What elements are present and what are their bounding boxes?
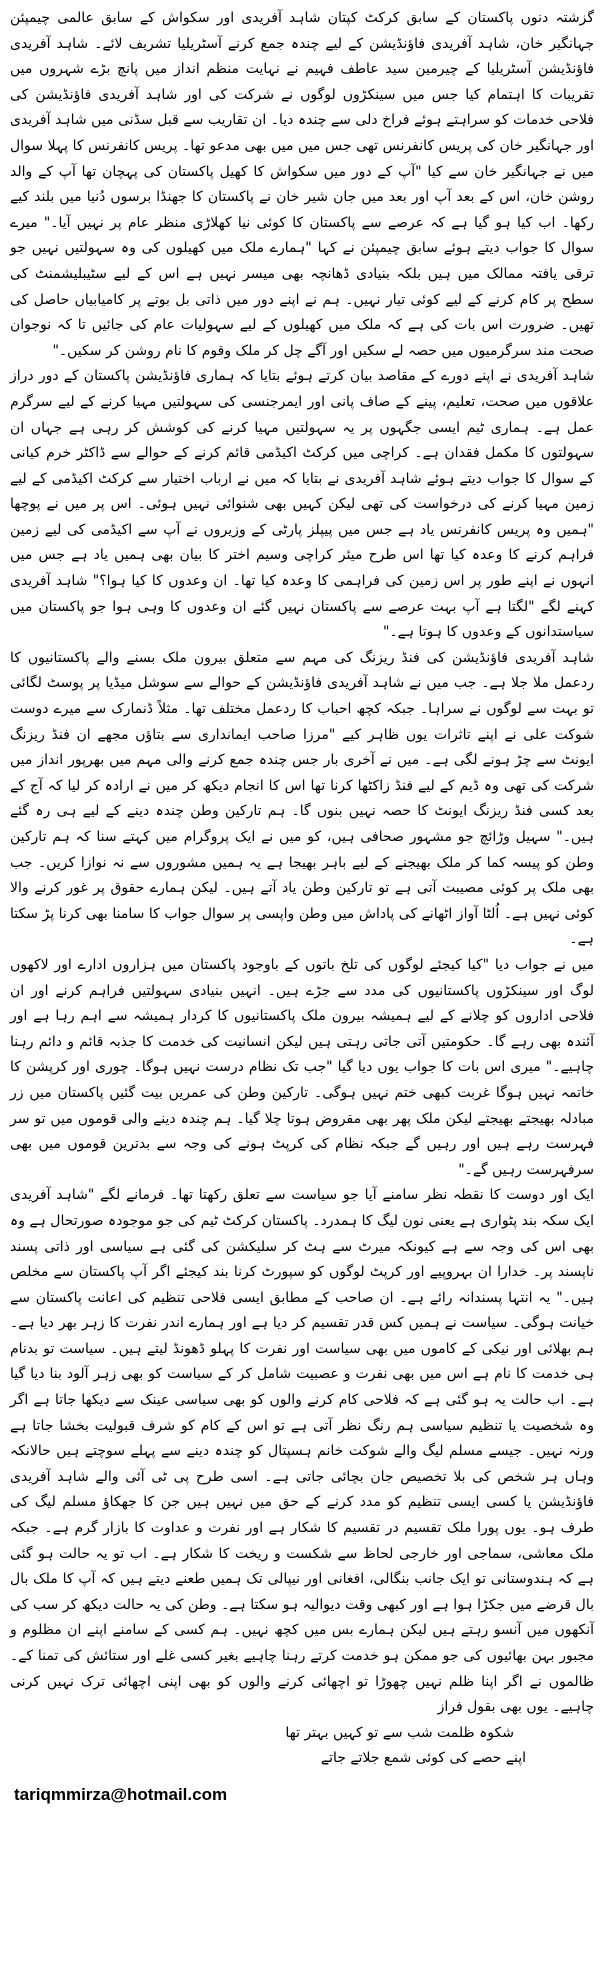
- article-paragraph: شاہد آفریدی فاؤنڈیشن کی فنڈ ریزنگ کی مہم سے متعلق بیرون ملک بسنے والے پاکستانیوں کا ردعمل ملا جلا ہے۔ جب میں نے شاہد آفریدی فاؤنڈیشن کے حوالے سے سوشل میڈیا پر پوسٹ لگائی تو بہت سے لوگوں نے سراہا۔ جبکہ کچھ احباب کا ردعمل مختلف تھا۔ مثلاً ڈنمارک سے میرے دوست شوکت علی نے اپنے تاثرات یوں ظاہر کیے "مرزا صاحب ایمانداری سے بتاؤں مجھے ان فنڈ ریزنگ ایونٹ سے چڑ ہونے لگی ہے۔ میں نے آخری بار جس چندہ جمع کرنے والی مہم میں بھرپور انداز میں شرکت کی تھی وہ ڈیم کے لیے فنڈ زاکٹھا کرنا تھا اس کا انجام دیکھ کر میں نے ارادہ کر لیا کہ آج کے بعد کسی فنڈ ریزنگ ایونٹ کا حصہ نہیں بنوں گا۔ ہم تارکین وطن چندہ دینے کے لیے ہی رہ گئے ہیں۔" سہیل وڑائچ جو مشہور صحافی ہیں، کو میں نے ایک پروگرام میں کہتے سنا کہ ہم تارکین وطن کو پیسہ کما کر ملک بھیجنے کے لیے باہر بھیجا ہے یہ ہمیں مشوروں سے نہ نوازا کریں۔ جب بھی ملک پر کوئی مصیبت آتی ہے تو تارکین وطن یاد آتے ہیں۔ لیکن ہمارے حقوق پر غور کرنے والا کوئی نہیں ہے۔ اُلٹا آواز اٹھانے کی پاداش میں وطن واپسی پر سوال جواب کا سامنا بھی کرنا پڑ سکتا ہے۔: [10, 649, 594, 948]
- poem-line: شکوہ ظلمت شب سے تو کہیں بہتر تھا: [285, 1724, 514, 1741]
- article-paragraph: گزشتہ دنوں پاکستان کے سابق کرکٹ کپتان شاہد آفریدی اور سکواش کے سابق عالمی چیمپئن جہانگیر خان، شاہد آفریدی فاؤنڈیشن کے لیے چندہ جمع کرنے آسٹریلیا تشریف لائے۔ شاہد آفریدی فاؤنڈیشن آسٹریلیا کے چیرمین سید عاطف فہیم نے نہایت منظم انداز میں پانچ بڑے شہروں میں تقریبات کا اہتمام کیا جس میں سینکڑوں لوگوں نے شرکت کی اور شاہد آفریدی فاؤنڈیشن کی فلاحی خدمات کو سراہتے ہوئے فراخ دلی سے چندہ دیا۔ ان تقاریب سے قبل سڈنی میں شاہد آفریدی اور جہانگیر خان کی پریس کانفرنس تھی جس میں میں بھی مدعو تھا۔ پریس کانفرنس کا پہلا سوال میں نے جہانگیر خان سے کیا "آپ کے دور میں سکواش کا کھیل پاکستان کی پہچان تھا آپ کے والد روشن خان، اس کے بعد آپ اور بعد میں جان شیر خان نے پاکستان کا جھنڈا برسوں دُنیا میں بلند کیے رکھا۔ اب کیا ہو گیا ہے کہ عرصے سے پاکستان کا کوئی نیا کھلاڑی منظر عام پر نہیں آیا۔" میرے سوال کا جواب دیتے ہوئے سابق چیمپئن نے کہا "ہمارے ملک میں کھیلوں کی وہ سہولتیں نہیں جو ترقی یافتہ ممالک میں ہیں بلکہ بنیادی ڈھانچہ بھی میسر نہیں ہے اس کے لیے سٹیبلیشمنٹ کی سطح پر کام کرنے کے لیے کوئی تیار نہیں۔ ہم نے اپنے دور میں ذاتی بل بوتے پر کامیابیاں حاصل کی تھیں۔ ضرورت اس بات کی ہے کہ ملک میں کھیلوں کے لیے سہولیات عام کی جائیں تا کہ نوجوان صحت مند سرگرمیوں میں حصہ لے سکیں اور آگے چل کر ملک وقوم کا نام روشن کر سکیں۔": [10, 10, 594, 359]
- poem-line: اپنے حصے کی کوئی شمع جلاتے جاتے: [320, 1750, 526, 1767]
- article-paragraph: میں نے جواب دیا "کیا کیجئے لوگوں کی تلخ باتوں کے باوجود پاکستان میں ہزاروں ادارے اور لاکھوں لوگ اور سینکڑوں پاکستانیوں کی مدد سے جڑے ہیں۔ انہیں بنیادی سہولتیں فراہم کرنے اور ان فلاحی اداروں کو چلانے کے لیے ہمیشہ بیرون ملک پاکستانیوں کا کردار ہمیشہ سے اہم رہا ہے اور آئندہ بھی رہے گا۔ حکومتیں آتی جاتی رہتی ہیں لیکن انسانیت کی خدمت کا جذبہ قائم و دائم رہنا چاہیے۔" میری اس بات کا جواب یوں دیا گیا "جب تک نظام درست نہیں ہوگا۔ چوری اور کرپشن کا خاتمہ نہیں ہوگا غربت کبھی ختم نہیں ہوگی۔ تارکین وطن کی عمریں بیت گئیں پاکستان میں زر مبادلہ بھیجتے بھیجتے لیکن ملک پھر بھی مقروض ہوتا چلا گیا۔ ہم چندہ دینے والی قوموں میں تو سر فہرست رہے ہیں اور رہیں گے جبکہ نظام کی کرپٹ ہونے کی وجہ سے بدترین قوموں میں بھی سرفہرست رہیں گے۔": [10, 956, 594, 1178]
- article-paragraph: ایک اور دوست کا نقطہ نظر سامنے آیا جو سیاست سے تعلق رکھتا تھا۔ فرمانے لگے "شاہد آفریدی ایک سکہ بند پٹواری ہے یعنی نون لیگ کا ہمدرد۔ پاکستان کرکٹ ٹیم کی جو موجودہ صورتحال ہے وہ بھی اس کی وجہ سے ہے کیونکہ میرٹ سے ہٹ کر سلیکشن کی گئی ہے سیاسی اور ذاتی پسند ناپسند پر۔ خدارا ان بہروپیے اور کرپٹ لوگوں کو سپورٹ کرنا بند کیجئے اگر آپ پاکستان سے مخلص ہیں۔" یہ انتہا پسندانہ رائے ہے۔ ان صاحب کے مطابق ایسی فلاحی تنظیم کی اعانت پاکستان سے خیانت ہوگی۔ سیاست نے ہمیں کس قدر تقسیم کر دیا ہے اور ہمارے اندر نفرت کا زہر بھر دیا ہے۔ ہم بھلائی اور نیکی کے کاموں میں بھی سیاست اور نفرت کا پہلو ڈھونڈ لیتے ہیں۔ سیاست تو بدنام ہی خدمت کا نام ہے اس میں بھی نفرت و عصبیت شامل کر کے سیاست کو بھی زہر آلود بنا دیا گیا ہے۔ اب حالت یہ ہو گئی ہے کہ فلاحی کام کرنے والوں کو بھی سیاسی عینک سے دیکھا جاتا ہے اگر وہ شخصیت یا تنظیم سیاسی ہم رنگ نظر آتی ہے تو اس کے کام کو شرف قبولیت بخشا جاتا ہے ورنہ نہیں۔ جیسے مسلم لیگ والے شوکت خانم ہسپتال کو چندہ دینے سے پہلے سوچتے ہیں حالانکہ وہاں ہر شخص کی بلا تخصیص جان بچائی جاتی ہے۔ اسی طرح پی ٹی آئی والے شاہد آفریدی فاؤنڈیشن یا کسی ایسی تنظیم کو مدد کرنے کے حق میں نہیں ہیں جن کا جھکاؤ مسلم لیگ کی طرف ہو۔ یوں پورا ملک تقسیم در تقسیم کا شکار ہے اور نفرت و عداوت کا بازار گرم ہے۔ جبکہ ملک معاشی، سماجی اور خارجی لحاظ سے شکست و ریخت کا شکار ہے۔ اب تو یہ حالت ہو گئی ہے کہ ہندوستانی تو ایک جانب بنگالی، افغانی اور نیپالی تک ہمیں طعنے دیتے ہیں کہ آپ کا ملک بال بال قرضے میں جکڑا ہوا ہے اور کبھی وقت دیوالیہ ہو سکتا ہے۔ وطن کی یہ حالت دیکھ کر سب کی آنکھوں میں آنسو رہتے ہیں لیکن ہمارے بس میں کچھ نہیں۔ ہم کسی کے سامنے اپنے ان مظلوم و مجبور بہن بھائیوں کی جو ممکن ہو خدمت کرتے رہنا چاہیے بغیر کسی غلے اور ستائش کی تمنا کے۔ ظالموں نے اگر اپنا ظلم نہیں چھوڑا تو اچھائی کرنے والوں کو بھی اپنی اچھائی ترک نہیں کرنی چاہیے۔ یوں بھی بقول فراز: [10, 1187, 594, 1716]
- author-email: tariqmmirza@hotmail.com: [14, 1784, 228, 1804]
- article-paragraph: شاہد آفریدی نے اپنے دورے کے مقاصد بیان کرتے ہوئے بتایا کہ ہماری فاؤنڈیشن پاکستان کے دور دراز علاقوں میں صحت، تعلیم، پینے کے صاف پانی اور ایمرجنسی کی سہولتیں مہیا کرنے کے لیے سرگرم عمل ہے۔ ہماری ٹیم ایسی جگہوں پر یہ سہولتیں مہیا کرنے کی کوشش کر رہی ہے جہاں ان سہولتوں کا مکمل فقدان ہے۔ کراچی میں کرکٹ اکیڈمی قائم کرنے کے حوالے سے ڈاکٹر خرم کیانی کے سوال کا جواب دیتے ہوئے شاہد آفریدی نے بتایا کہ میں نے ارباب اختیار سے کرکٹ اکیڈمی کے لیے زمین مہیا کرنے کی درخواست کی تھی لیکن کہیں بھی شنوائی نہیں ہوئی۔ اس پر میں نے پوچھا "ہمیں وہ پریس کانفرنس یاد ہے جس میں پیپلز پارٹی کے وزیروں نے آپ سے اکیڈمی کی لیے زمین فراہم کرنے کا وعدہ کیا تھا اس طرح میئر کراچی وسیم اختر کا بیان بھی ہمیں یاد ہے جس میں انہوں نے اپنے طور پر اس زمین کی فراہمی کا وعدہ کیا تھا۔ ان وعدوں کا کیا ہوا؟" شاہد آفریدی کہنے لگے "لگتا ہے آپ بہت عرصے سے پاکستان نہیں گئے ان وعدوں کا وہی ہوا جو پاکستان میں سیاستدانوں کے وعدوں کا ہوتا ہے۔": [10, 368, 594, 641]
